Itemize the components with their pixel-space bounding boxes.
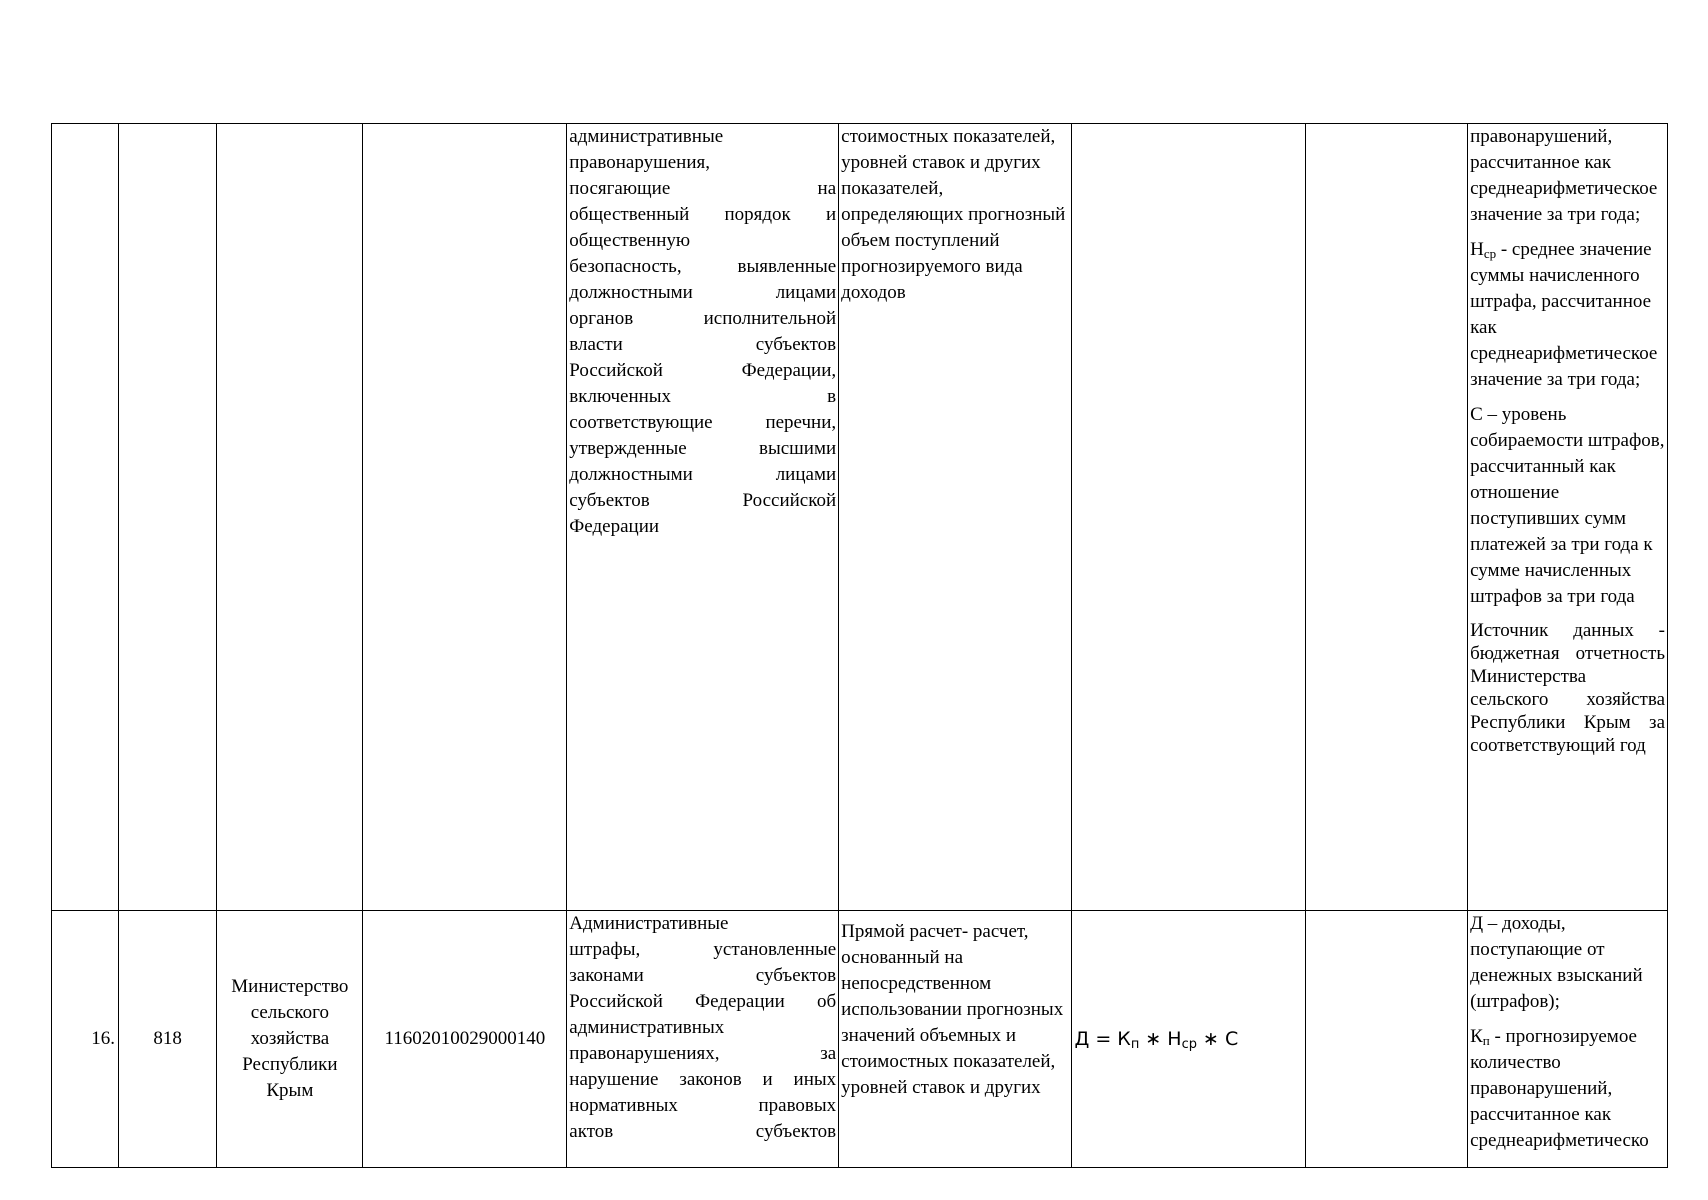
table-row-16 <box>52 911 1668 1168</box>
desc-line: правонарушения, <box>569 152 710 173</box>
desc-line: органов исполнительной <box>569 308 837 329</box>
note-income: Д – доходы, поступающие от денежных взысканий (штрафов); <box>1470 913 1643 1012</box>
cell-organization <box>217 911 363 1168</box>
note-collection-rate: С – уровень собираемости штрафов, рассчитанный как отношение поступивших сумм платежей за три года к сумме начисленных штрафов за три года <box>1470 404 1665 607</box>
method-text: Прямой расчет- расчет, основанный на непосредственном использовании прогнозных значений объемных и стоимостных показателей, уровней ставок и других <box>841 921 1064 1098</box>
cell-empty <box>1305 911 1467 1168</box>
desc-line: соответствующие перечни, <box>569 412 837 433</box>
cell-admin-code <box>118 124 216 911</box>
cell-admin-code: 818 <box>118 911 216 1168</box>
desc-line: административных <box>569 1017 725 1038</box>
desc-line: административные <box>569 126 724 147</box>
desc-line: должностными лицами <box>569 464 837 485</box>
desc-line: власти субъектов <box>569 334 837 355</box>
cell-formula <box>1072 124 1305 911</box>
cell-number <box>52 124 119 911</box>
desc-line: Административные <box>569 913 729 934</box>
desc-line: безопасность, выявленные <box>569 256 837 277</box>
desc-line: правонарушениях, за <box>569 1043 837 1064</box>
org-line: Министерство <box>231 976 349 997</box>
cell-description <box>567 124 839 911</box>
cell-formula <box>1072 911 1305 1168</box>
desc-line: нормативных правовых <box>569 1095 837 1116</box>
cell-description <box>567 911 839 1168</box>
desc-line: субъектов Российской <box>569 490 837 511</box>
cell-empty <box>1305 124 1467 911</box>
desc-line: утвержденные высшими <box>569 438 837 459</box>
desc-line: штрафы, установленные <box>569 939 837 960</box>
cell-notes <box>1468 124 1668 911</box>
cell-notes <box>1468 911 1668 1168</box>
cell-kbk <box>363 124 567 911</box>
desc-line: законами субъектов <box>569 965 837 986</box>
org-line: Республики <box>242 1054 338 1075</box>
cell-method <box>839 911 1072 1168</box>
desc-line: посягающие на <box>569 178 837 199</box>
desc-line: Российской Федерации, <box>569 360 837 381</box>
desc-line: общественную <box>569 230 691 251</box>
note-forecast-count: $К_п$ - прогнозируемое количество правонарушений, рассчитанное как среднеарифметическо <box>1470 1026 1649 1151</box>
table-row-continued <box>52 124 1668 911</box>
formula: $Д = К_п$ ∗ $Н_{ср}$ ∗ С <box>1074 1028 1239 1052</box>
cell-kbk: 11602010029000140 <box>363 911 567 1168</box>
desc-line: актов субъектов <box>569 1121 837 1142</box>
cell-organization <box>217 124 363 911</box>
org-line: Крым <box>266 1080 314 1101</box>
desc-line: включенных в <box>569 386 837 407</box>
org-line: хозяйства <box>250 1028 330 1049</box>
desc-line: Российской Федерации об <box>569 991 837 1012</box>
note-average-fine: $Н_{ср}$ - среднее значение суммы начисленного штрафа, рассчитанное как среднеарифметическое значение за три года; <box>1470 239 1658 390</box>
desc-line: Федерации <box>569 516 660 537</box>
note-data-source: Источник данных - бюджетная отчетность Министерства сельского хозяйства Республики Крым за соответствующий год <box>1470 620 1665 756</box>
desc-line: общественный порядок и <box>569 204 837 225</box>
desc-line: нарушение законов и иных <box>569 1069 837 1090</box>
income-forecast-table <box>51 123 1668 1168</box>
cell-number: 16. <box>52 911 119 1168</box>
method-text: стоимостных показателей, уровней ставок и других показателей, определяющих прогнозный объем поступлений прогнозируемого вида доходов <box>841 126 1066 303</box>
desc-line: должностными лицами <box>569 282 837 303</box>
note-count: правонарушений, рассчитанное как среднеарифметическое значение за три года; <box>1470 126 1658 225</box>
cell-method <box>839 124 1072 911</box>
org-line: сельского <box>250 1002 329 1023</box>
